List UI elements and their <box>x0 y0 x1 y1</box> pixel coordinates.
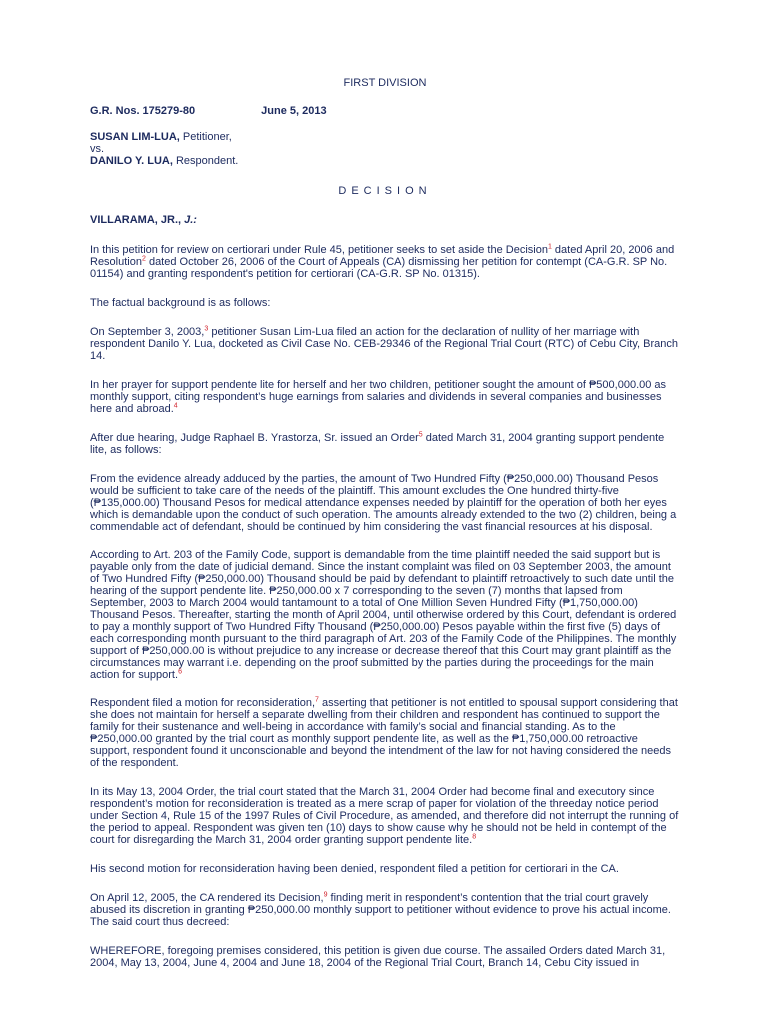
petitioner-name: SUSAN LIM-LUA, <box>90 131 180 143</box>
paragraph-text: finding merit in respondent’s contention that the trial court gravely abused its discretion in granting ₱250,000.00 monthly support to petitioner without evidence to prove his actual income. The said court thus decreed: <box>90 892 671 928</box>
quoted-order-paragraph-2 <box>90 549 680 681</box>
gr-numbers: G.R. Nos. 175279-80 <box>90 105 196 117</box>
footnote-ref[interactable]: 6 <box>178 668 182 676</box>
footnote-ref[interactable]: 7 <box>315 696 319 704</box>
respondent-name: DANILO Y. LUA, <box>90 155 173 167</box>
paragraph-text: On April 12, 2005, the CA rendered its Decision, <box>90 892 324 904</box>
footnote-ref[interactable]: 2 <box>141 255 146 263</box>
paragraph-may-order <box>90 786 680 846</box>
paragraph-text: dated April 20, 2006 and Resolution <box>90 244 675 268</box>
footnote-ref[interactable]: 9 <box>323 891 328 899</box>
paragraph-text: According to Art. 203 of the Family Code, support is demandable from the time plaintiff needed the said support but is payable only from the date of judicial demand. Since the instant complaint was filed on 03 September 2003, the amount of Two Hundred Fifty (₱250,000.00) Thousand should be paid by defendant to plaintiff retroactively to such date until the hearing of the support pendente lite. ₱250,000.00 x 7 corresponding to the seven (7) months that lapsed from September, 2003 to March 2004 would tantamount to a total of One Million Seven Hundred Fifty (₱1,750,000.00) Thousand Pesos. Thereafter, starting the month of April 2004, until otherwise ordered by this Court, defendant is ordered to pay a monthly support of Two Hundred Fifty Thousand (₱250,000.00) Pesos payable within the first five (5) days of each corresponding month pursuant to the third paragraph of Art. 203 of the Family Code of the Philippines. The monthly support of ₱250,000.00 is without prejudice to any increase or decrease thereof that this Court may grant plaintiff as the circumstances may warrant i.e. depending on the proof submitted by the parties during the proceedings for the main action for support. <box>90 549 677 681</box>
decision-date: June 5, 2013 <box>261 105 327 117</box>
paragraph-filing <box>90 326 680 362</box>
division-heading: FIRST DIVISION <box>343 77 427 89</box>
paragraph-text: In her prayer for support pendente lite for herself and her two children, petitioner sought the amount of ₱500,000.00 as monthly support, citing respondent’s huge earnings from salaries and dividends in several companies and businesses here and abroad. <box>90 379 667 415</box>
ponente-line <box>90 214 680 226</box>
ponente-title: J.: <box>184 214 197 226</box>
petitioner-line <box>90 131 680 143</box>
ponente-name: VILLARAMA, JR., <box>90 214 185 226</box>
paragraph-motion-reconsideration <box>90 697 680 769</box>
paragraph-text: dated October 26, 2006 of the Court of Appeals (CA) dismissing her petition for contempt (CA-G.R. SP No. 01154) and granting respondent's petition for certiorari (CA-G.R. SP No. 01315). <box>90 256 668 280</box>
paragraph-text: dated March 31, 2004 granting support pendente lite, as follows: <box>90 432 665 456</box>
respondent-line <box>90 155 680 167</box>
paragraph-prayer <box>90 379 680 415</box>
paragraph-ca-decision <box>90 892 680 928</box>
quoted-dispositive-paragraph: WHEREFORE, foregoing premises considered, this petition is given due course. The assailed Orders dated March 31, 2004, May 13, 2004, June 4, 2004 and June 18, 2004 of the Regional Trial Court, Branch 14, Cebu City issued in <box>90 945 666 969</box>
versus-label: vs. <box>90 143 105 155</box>
parties-block <box>90 131 680 167</box>
footnote-ref[interactable]: 8 <box>472 833 477 841</box>
footnote-ref[interactable]: 5 <box>418 431 423 439</box>
footnote-ref[interactable]: 1 <box>547 243 552 251</box>
paragraph-text: On September 3, 2003, <box>90 326 205 338</box>
footnote-ref[interactable]: 3 <box>204 325 209 333</box>
paragraph-text: In this petition for review on certiorari under Rule 45, petitioner seeks to set aside the Decision <box>90 244 548 256</box>
paragraph-second-motion: His second motion for reconsideration having been denied, respondent filed a petition for certiorari in the CA. <box>90 863 619 875</box>
footnote-ref[interactable]: 4 <box>173 402 178 410</box>
petitioner-role: Petitioner, <box>179 131 232 143</box>
decision-title: DECISION <box>338 185 432 197</box>
paragraph-text: In its May 13, 2004 Order, the trial court stated that the March 31, 2004 Order had become final and executory since respondent’s motion for reconsideration is treated as a mere scrap of paper for violation of the threeday notice period under Section 4, Rule 15 of the 1997 Rules of Civil Procedure, as amended, and therefore did not interrupt the running of the period to appeal. Respondent was given ten (10) days to show cause why he should not be held in contempt of the court for disregarding the March 31, 2004 order granting support pendente lite. <box>90 786 679 846</box>
paragraph-order <box>90 432 680 456</box>
paragraph-intro <box>90 244 680 280</box>
quoted-order-paragraph-1: From the evidence already adduced by the parties, the amount of Two Hundred Fifty (₱250,000.00) Thousand Pesos would be sufficient to take care of the needs of the plaintiff. This amount excludes the One hundred thirty-five (₱135,000.00) Thousand Pesos for medical attendance expenses needed by plaintiff for the operation of both her eyes which is demandable upon the conduct of such operation. The amounts already extended to the two (2) children, being a commendable act of defendant, should be continued by him considering the vast financial resources at his disposal. <box>90 473 677 533</box>
paragraph-text: petitioner Susan Lim-Lua filed an action for the declaration of nullity of her marriage with respondent Danilo Y. Lua, docketed as Civil Case No. CEB-29346 of the Regional Trial Court (RTC) of Cebu City, Branch 14. <box>90 326 678 362</box>
respondent-role: Respondent. <box>172 155 239 167</box>
paragraph-factual-background: The factual background is as follows: <box>90 297 271 309</box>
paragraph-text: Respondent filed a motion for reconsideration, <box>90 697 316 709</box>
paragraph-text: asserting that petitioner is not entitled to spousal support considering that she does not maintain for herself a separate dwelling from their children and respondent has continued to support the family for their sustenance and well-being in accordance with family’s social and financial standing. As to the ₱250,000.00 granted by the trial court as monthly support pendente lite, as well as the ₱1,750,000.00 retroactive support, respondent found it unconscionable and beyond the intendment of the law for not having considered the needs of the respondent. <box>90 697 678 769</box>
case-number-line <box>90 105 680 117</box>
paragraph-text: After due hearing, Judge Raphael B. Yrastorza, Sr. issued an Order <box>90 432 419 444</box>
